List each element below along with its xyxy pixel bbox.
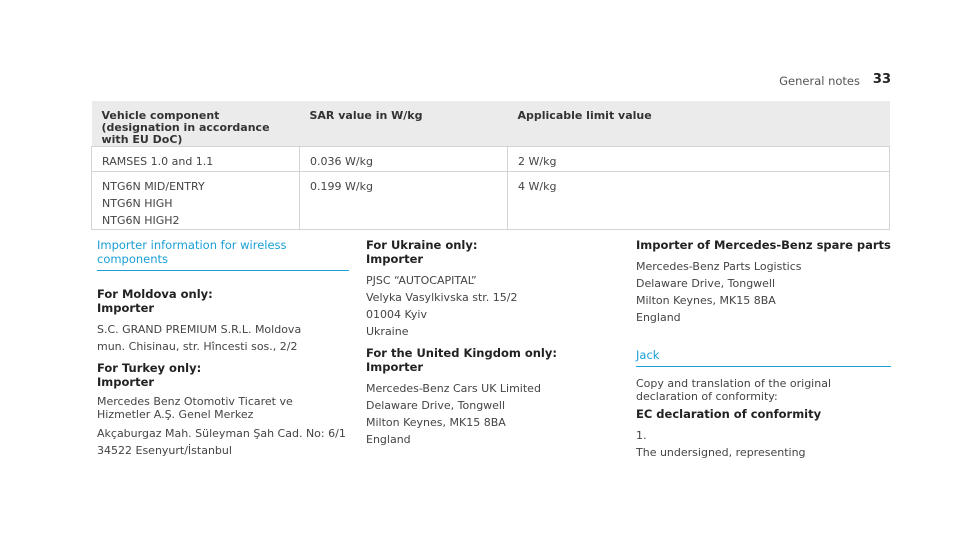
importer-column <box>97 238 349 459</box>
ec-declaration-heading: EC declaration of conformity <box>636 407 822 421</box>
table-cell-limit: 2 W/kg <box>508 147 890 172</box>
jack-line: 1. <box>636 429 647 442</box>
importer-info-title: Importer information for wireless components <box>97 238 349 271</box>
table-header-limit: Applicable limit value <box>508 101 890 147</box>
table-cell-component: NTG6N MID/ENTRY NTG6N HIGH NTG6N HIGH2 <box>92 172 300 230</box>
spare-parts-address-line: Delaware Drive, Tongwell <box>636 277 776 290</box>
turkey-address-line: Mercedes Benz Otomotiv Ticaret ve Hizmetler A.Ş. Genel Merkez <box>97 395 293 421</box>
section-title: General notes <box>779 74 860 88</box>
spare-parts-address-line: England <box>636 311 681 324</box>
table-header-sar: SAR value in W/kg <box>300 101 508 147</box>
uk-address-line: Mercedes-Benz Cars UK Limited <box>366 382 541 395</box>
table-cell-limit: 4 W/kg <box>508 172 890 230</box>
ukraine-address-line: 01004 Kyiv <box>366 308 427 321</box>
turkey-address-line: 34522 Esenyurt/İstanbul <box>97 444 232 457</box>
moldova-address-line: S.C. GRAND PREMIUM S.R.L. Moldova <box>97 323 302 336</box>
turkey-importer-label: Importer <box>97 375 155 389</box>
ukraine-address-line: Velyka Vasylkivska str. 15/2 <box>366 291 518 304</box>
table-row <box>92 172 890 230</box>
table-row <box>92 147 890 172</box>
spare-parts-column <box>636 238 891 461</box>
uk-heading: For the United Kingdom only: <box>366 346 557 360</box>
table-cell-component: RAMSES 1.0 and 1.1 <box>92 147 300 172</box>
spare-parts-heading: Importer of Mercedes-Benz spare parts <box>636 238 891 252</box>
moldova-address-line: mun. Chisinau, str. Hîncesti sos., 2/2 <box>97 340 298 353</box>
ukraine-address-line: Ukraine <box>366 325 409 338</box>
turkey-heading: For Turkey only: <box>97 361 202 375</box>
ukraine-address-line: PJSC “AUTOCAPITAL” <box>366 274 477 287</box>
ukraine-heading: For Ukraine only: <box>366 238 478 252</box>
ukraine-importer-label: Importer <box>366 252 424 266</box>
jack-line: The undersigned, representing <box>636 446 806 459</box>
page-header <box>0 72 960 92</box>
moldova-heading: For Moldova only: <box>97 287 213 301</box>
page-number: 33 <box>872 72 891 87</box>
spare-parts-address-line: Mercedes-Benz Parts Logistics <box>636 260 802 273</box>
spare-parts-address-line: Milton Keynes, MK15 8BA <box>636 294 776 307</box>
moldova-importer-label: Importer <box>97 301 155 315</box>
uk-address-line: Delaware Drive, Tongwell <box>366 399 506 412</box>
turkey-address-line: Akçaburgaz Mah. Süleyman Şah Cad. No: 6/1 <box>97 427 346 440</box>
table-header-component: Vehicle component (designation in accordance with EU DoC) <box>92 101 300 147</box>
jack-title: Jack <box>636 348 891 367</box>
jack-intro: Copy and translation of the original declaration of conformity: <box>636 377 831 403</box>
importer-column-2 <box>366 238 586 448</box>
table-cell-sar: 0.036 W/kg <box>300 147 508 172</box>
uk-importer-label: Importer <box>366 360 424 374</box>
sar-table <box>91 101 890 230</box>
table-cell-sar: 0.199 W/kg <box>300 172 508 230</box>
uk-address-line: England <box>366 433 411 446</box>
uk-address-line: Milton Keynes, MK15 8BA <box>366 416 506 429</box>
